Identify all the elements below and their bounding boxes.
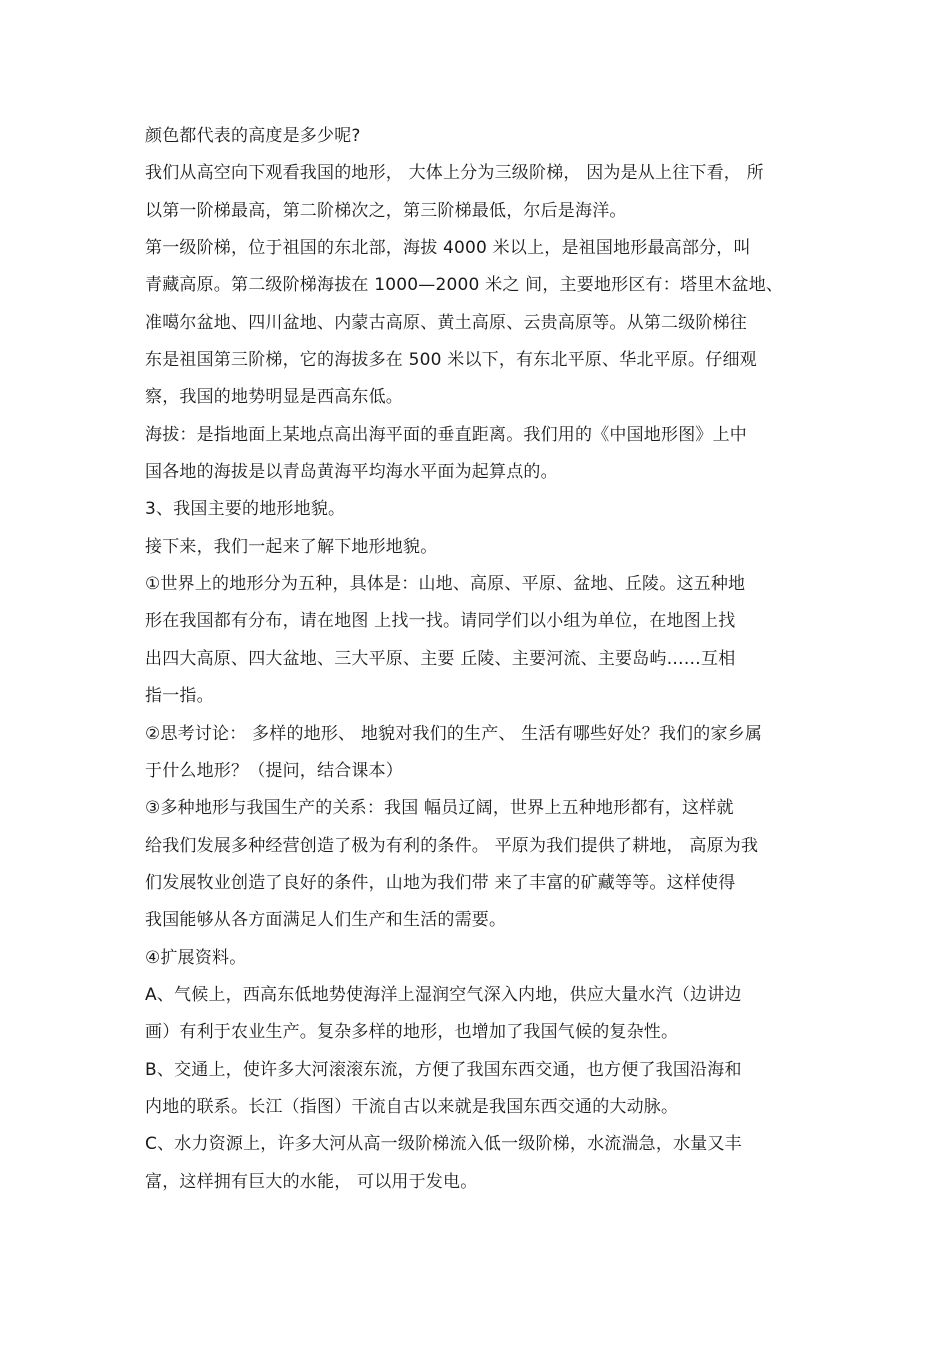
- text-line: 于什么地形？（提问，结合课本）: [145, 760, 403, 781]
- text-line: 我们从高空向下观看我国的地形， 大体上分为三级阶梯， 因为是从上往下看， 所: [145, 163, 764, 184]
- text-line: 出四大高原、四大盆地、三大平原、主要 丘陵、主要河流、主要岛屿……互相: [145, 648, 736, 669]
- text-line: 第一级阶梯，位于祖国的东北部，海拔 4000 米以上，是祖国地形最高部分，叫: [145, 238, 751, 259]
- text-line: ③多种地形与我国生产的关系：我国 幅员辽阔，世界上五种地形都有，这样就: [145, 798, 734, 819]
- text-line: A、气候上，西高东低地势使海洋上湿润空气深入内地，供应大量水汽（边讲边: [145, 984, 742, 1005]
- text-line: 察，我国的地势明显是西高东低。: [145, 387, 403, 408]
- text-line: 形在我国都有分布，请在地图 上找一找。请同学们以小组为单位，在地图上找: [145, 611, 736, 632]
- body-text: [145, 118, 815, 1201]
- text-line: 我国能够从各方面满足人们生产和生活的需要。: [145, 910, 507, 931]
- text-line: 东是祖国第三阶梯，它的海拔多在 500 米以下，有东北平原、华北平原。仔细观: [145, 350, 757, 371]
- text-line: 内地的联系。长江（指图）干流自古以来就是我国东西交通的大动脉。: [145, 1096, 679, 1117]
- text-line: ②思考讨论： 多样的地形、 地貌对我们的生产、 生活有哪些好处？我们的家乡属: [145, 723, 763, 744]
- text-line: ④扩展资料。: [145, 947, 247, 968]
- text-line: C、水力资源上，许多大河从高一级阶梯流入低一级阶梯，水流湍急，水量又丰: [145, 1134, 742, 1155]
- text-line: 颜色都代表的高度是多少呢?: [145, 126, 361, 146]
- text-line: 国各地的海拔是以青岛黄海平均海水平面为起算点的。: [145, 462, 558, 483]
- text-line: 们发展牧业创造了良好的条件，山地为我们带 来了丰富的矿藏等等。这样使得: [145, 872, 736, 893]
- text-line: 画）有利于农业生产。复杂多样的地形，也增加了我国气候的复杂性。: [145, 1022, 679, 1043]
- text-line: 富，这样拥有巨大的水能， 可以用于发电。: [145, 1171, 478, 1192]
- text-line: 指一指。: [145, 686, 214, 707]
- text-line: 青藏高原。第二级阶梯海拔在 1000—2000 米之 间，主要地形区有：塔里木盆地、: [145, 275, 784, 296]
- text-line: 海拔：是指地面上某地点高出海平面的垂直距离。我们用的《中国地形图》上中: [145, 424, 747, 445]
- text-line: 3、我国主要的地形地貌。: [145, 499, 346, 520]
- text-line: 以第一阶梯最高，第二阶梯次之，第三阶梯最低，尔后是海洋。: [145, 200, 627, 221]
- text-line: 准噶尔盆地、四川盆地、内蒙古高原、黄土高原、云贵高原等。从第二级阶梯往: [145, 312, 747, 333]
- text-line: B、交通上，使许多大河滚滚东流，方便了我国东西交通，也方便了我国沿海和: [145, 1059, 742, 1080]
- text-line: 接下来，我们一起来了解下地形地貌。: [145, 536, 438, 557]
- text-line: ①世界上的地形分为五种，具体是：山地、高原、平原、盆地、丘陵。这五种地: [145, 574, 746, 595]
- text-line: 给我们发展多种经营创造了极为有利的条件。 平原为我们提供了耕地， 高原为我: [145, 835, 759, 856]
